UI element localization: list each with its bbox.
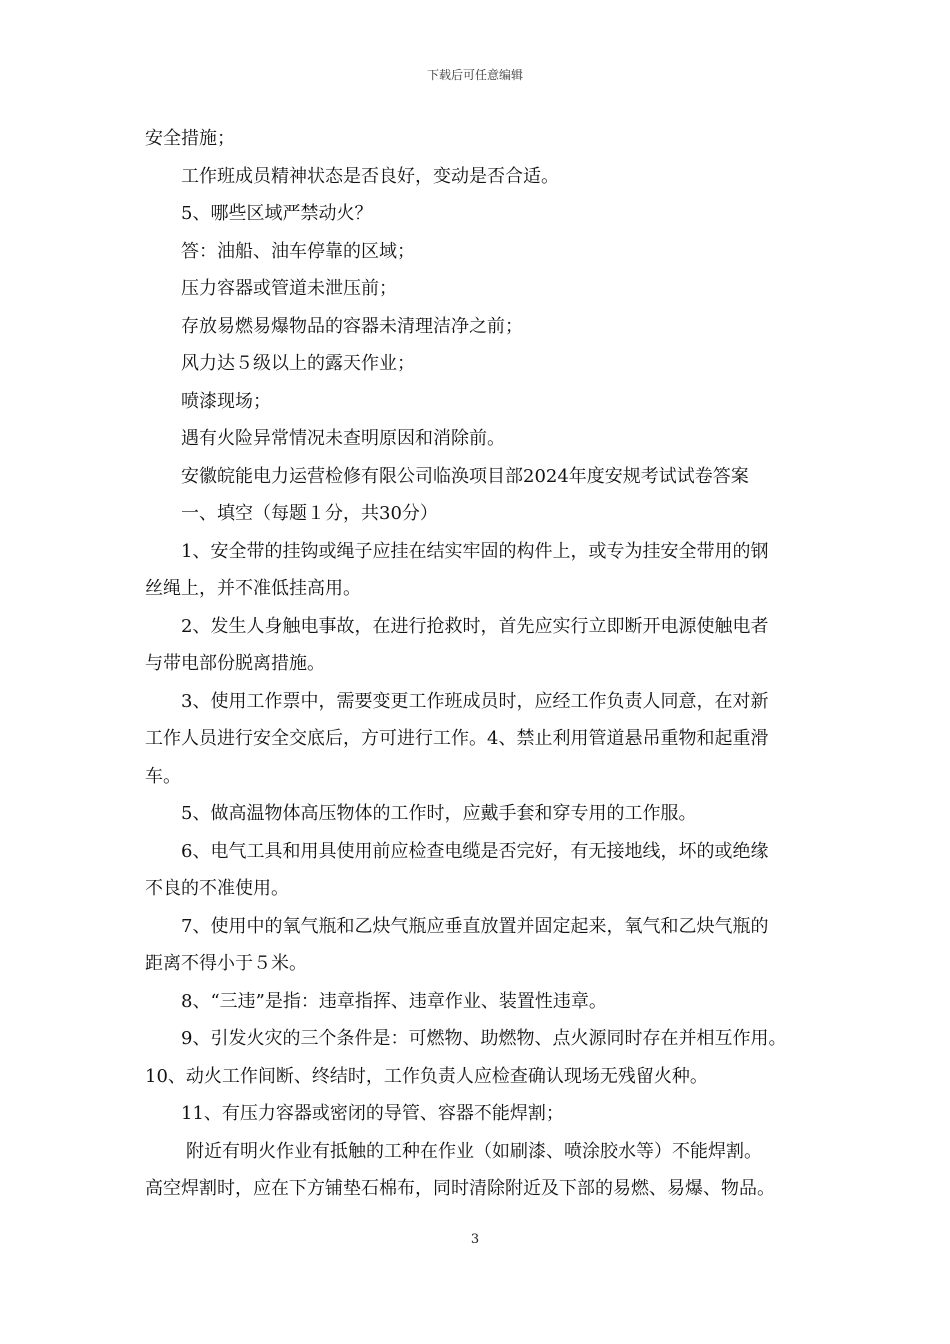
text-line: 9、引发火灾的三个条件是：可燃物、助燃物、点火源同时存在并相互作用。 bbox=[181, 1028, 787, 1049]
answer-line: 存放易燃易爆物品的容器未清理洁净之前； bbox=[181, 315, 523, 337]
document-body bbox=[145, 120, 825, 1208]
text-line: 丝绳上，并不准低挂高用。 bbox=[145, 578, 361, 599]
answer-line: 风力达５级以上的露天作业； bbox=[181, 353, 415, 374]
answer-line: 遇有火险异常情况未查明原因和消除前。 bbox=[181, 428, 505, 449]
text-line: 7、使用中的氧气瓶和乙炔气瓶应垂直放置并固定起来，氧气和乙炔气瓶的 bbox=[181, 915, 769, 937]
text-line: 2、发生人身触电事故，在进行抢救时，首先应实行立即断开电源使触电者 bbox=[181, 615, 769, 637]
page-header: 下载后可任意编辑 bbox=[426, 68, 523, 82]
answer-line: 压力容器或管道未泄压前； bbox=[181, 278, 397, 299]
question-heading: 5、哪些区域严禁动火？ bbox=[181, 203, 373, 224]
text-line: 8、“三违”是指：违章指挥、违章作业、装置性违章。 bbox=[181, 990, 607, 1012]
page-number: 3 bbox=[470, 1232, 480, 1247]
answer-line: 答：油船、油车停靠的区域； bbox=[181, 240, 415, 262]
text-line: 11、有压力容器或密闭的导管、容器不能焊割； bbox=[181, 1103, 564, 1124]
answer-line: 喷漆现场； bbox=[181, 390, 271, 412]
text-line: 5、做高温物体高压物体的工作时，应戴手套和穿专用的工作服。 bbox=[181, 803, 697, 824]
text-line: 与带电部份脱离措施。 bbox=[145, 653, 325, 674]
text-line: 安全措施； bbox=[145, 128, 235, 149]
text-line: 距离不得小于５米。 bbox=[145, 953, 307, 974]
text-line: 高空焊割时，应在下方铺垫石棉布，同时清除附近及下部的易燃、易爆、物品。 bbox=[145, 1178, 775, 1199]
section-heading: 一、填空（每题１分，共30分） bbox=[181, 503, 438, 524]
text-line: 车。 bbox=[145, 765, 181, 787]
text-line: 6、电气工具和用具使用前应检查电缆是否完好，有无接地线，坏的或绝缘 bbox=[181, 840, 769, 862]
text-line: 1、安全带的挂钩或绳子应挂在结实牢固的构件上，或专为挂安全带用的钢 bbox=[181, 540, 769, 562]
text-line: 工作班成员精神状态是否良好，变动是否合适。 bbox=[181, 165, 559, 187]
text-line: 不良的不准使用。 bbox=[145, 878, 289, 899]
text-line: 3、使用工作票中，需要变更工作班成员时，应经工作负责人同意，在对新 bbox=[181, 690, 769, 712]
text-line: 10、动火工作间断、终结时，工作负责人应检查确认现场无残留火种。 bbox=[145, 1065, 708, 1087]
text-line: 工作人员进行安全交底后，方可进行工作。4、禁止利用管道悬吊重物和起重滑 bbox=[145, 728, 769, 749]
text-line: 附近有明火作业有抵触的工种在作业（如刷漆、喷涂胶水等）不能焊割。 bbox=[186, 1140, 762, 1162]
document-title: 安徽皖能电力运营检修有限公司临涣项目部2024年度安规考试试卷答案 bbox=[181, 465, 749, 487]
